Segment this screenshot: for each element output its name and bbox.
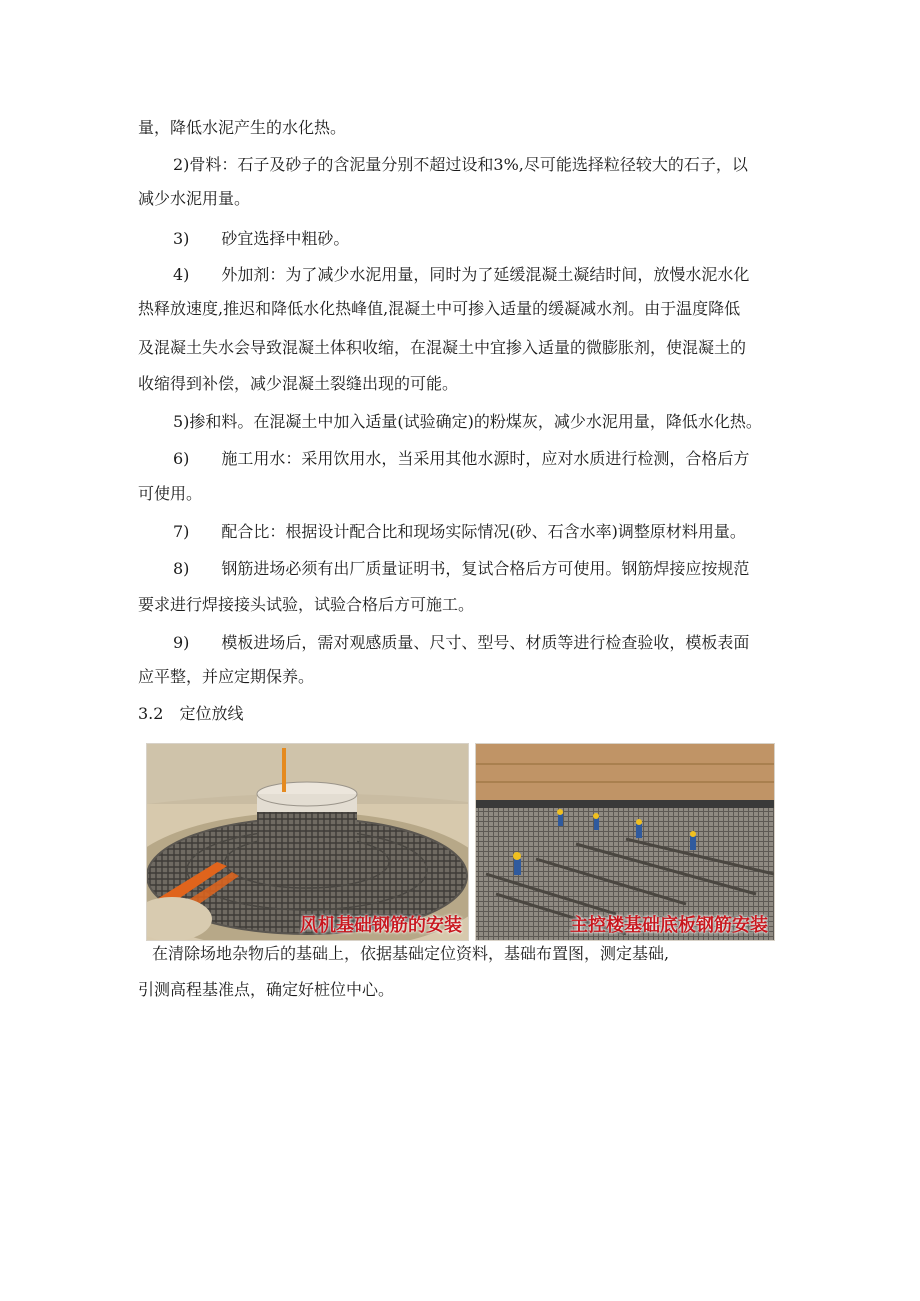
paragraph-line: 在清除场地杂物后的基础上，依据基础定位资料，基础布置图，测定基础, (152, 944, 670, 963)
photo-turbine-foundation (146, 743, 469, 941)
paragraph-line: 引测高程基准点，确定好桩位中心。 (138, 980, 395, 999)
paragraph-line: 4) 外加剂：为了减少水泥用量，同时为了延缓混凝土凝结时间，放慢水泥水化 (173, 265, 750, 284)
photo-control-building (475, 743, 775, 941)
paragraph-line: 收缩得到补偿，减少混凝土裂缝出现的可能。 (138, 374, 459, 393)
paragraph-line: 量，降低水泥产生的水化热。 (138, 118, 347, 137)
paragraph-line: 要求进行焊接接头试验，试验合格后方可施工。 (138, 595, 475, 614)
paragraph-line: 8) 钢筋进场必须有出厂质量证明书，复试合格后方可使用。钢筋焊接应按规范 (173, 559, 750, 578)
paragraph-line: 及混凝土失水会导致混凝土体积收缩，在混凝土中宜掺入适量的微膨胀剂，使混凝土的 (138, 338, 747, 357)
paragraph-line: 6) 施工用水：采用饮用水，当采用其他水源时，应对水质进行检测，合格后方 (173, 449, 750, 468)
paragraph-line: 应平整，并应定期保养。 (138, 667, 315, 686)
paragraph-line: 5)掺和料。在混凝土中加入适量(试验确定)的粉煤灰，减少水泥用量，降低水化热。 (173, 412, 762, 431)
paragraph-line: 热释放速度,推迟和降低水化热峰值,混凝土中可掺入适量的缓凝减水剂。由于温度降低 (138, 299, 741, 318)
paragraph-line: 可使用。 (138, 484, 203, 503)
paragraph-line: 7) 配合比：根据设计配合比和现场实际情况(砂、石含水率)调整原材料用量。 (173, 522, 746, 541)
photo-caption: 主控楼基础底板钢筋安装 (570, 915, 768, 936)
photo-caption: 风机基础钢筋的安装 (300, 915, 462, 936)
paragraph-line: 9) 模板进场后，需对观感质量、尺寸、型号、材质等进行检查验收，模板表面 (173, 633, 750, 652)
section-heading: 3.2 定位放线 (138, 704, 244, 723)
paragraph-line: 3) 砂宜选择中粗砂。 (173, 229, 350, 248)
paragraph-line: 减少水泥用量。 (138, 189, 251, 208)
paragraph-line: 2)骨料：石子及砂子的含泥量分别不超过设和3%,尽可能选择粒径较大的石子，以 (173, 155, 748, 174)
